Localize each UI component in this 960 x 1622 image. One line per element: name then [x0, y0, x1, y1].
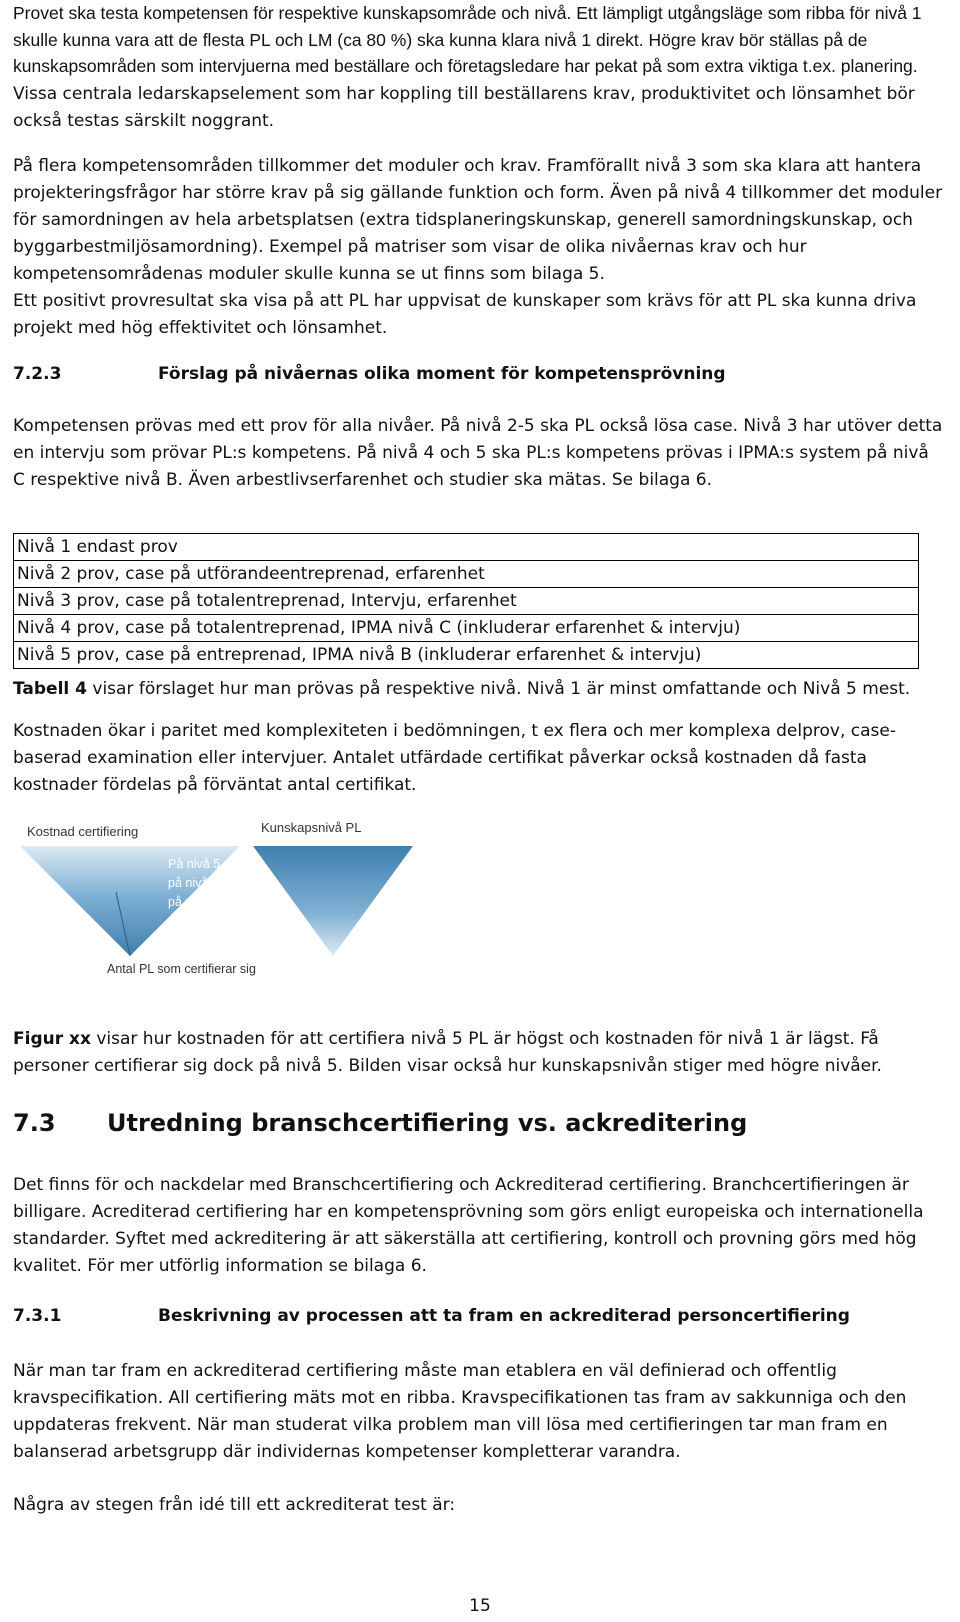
table-row — [14, 588, 919, 615]
modules-paragraph — [13, 153, 943, 342]
intro-text: Provet ska testa kompetensen för respektive kunskapsområde och nivå. Ett lämpligt utgångsläge som ribba för nivå 1 skulle kunna vara att de flesta PL och LM (ca 80 %) ska kunna klara nivå 1 direkt. Högre krav bör ställas på de kunskapsområden som intervjuerna med beställare och företagsledare har pekat på som extra viktiga t.ex. planering. — [13, 3, 922, 76]
figure-level-label: på nivå 3 — [168, 895, 219, 909]
result-text: Ett positivt provresultat ska visa på att PL har uppvisat de kunskaper som krävs för att PL ska kunna driva projekt med hög effektivitet och lönsamhet. — [13, 291, 917, 338]
table-cell: Nivå 4 prov, case på totalentreprenad, IPMA nivå C (inkluderar erfarenhet & intervju) — [14, 615, 919, 642]
section-73-paragraph — [13, 1172, 943, 1280]
figure-bottom-label: Antal PL som certifierar sig — [107, 962, 256, 976]
cost-knowledge-figure — [15, 820, 415, 1018]
figure-level-label: på nivå 4 — [168, 876, 219, 890]
figure-left-title: Kostnad certifiering — [27, 824, 139, 839]
section-731-paragraph — [13, 1358, 943, 1466]
figure-level-label: På nivå 5 — [168, 857, 221, 871]
figure-level-label: på nivå 1 — [168, 933, 219, 947]
tests-text: Kompetensen prövas med ett prov för alla nivåer. På nivå 2-5 ska PL också lösa case. Nivå 3 har utöver detta en intervju som prövar PL:s kompetens. På nivå 4 och 5 ska PL:s kompetens prövas i IPMA:s system på nivå C respektive nivå B. Även arbestlivserfarenhet och studier ska mätas. Se bilaga 6. — [13, 416, 943, 490]
cost-text: Kostnaden ökar i paritet med komplexiteten i bedömningen, t ex flera och mer komplexa delprov, case-baserad examination eller intervjuer. Antalet utfärdade certifikat påverkar också kostnaden då fasta kostnader fördelas på förväntat antal certifikat. — [13, 721, 897, 795]
table-row — [14, 642, 919, 669]
section-731-number: 7.3.1 — [13, 1306, 62, 1326]
table-row — [14, 534, 919, 561]
section-731-text: När man tar fram en ackrediterad certifiering måste man etablera en väl definierad och offentlig kravspecifikation. All certifiering mäts mot en ribba. Kravspecifikationen tas fram av sakkunniga och den uppdateras frekvent. När man studerat vilka problem man vill lösa med certifieringen tar man fram en balanserad arbetsgrupp där individernas kompetenser kompletterar varandra. — [13, 1361, 907, 1462]
knowledge-triangle-shape — [253, 846, 413, 956]
steps-text: Några av stegen från idé till ett ackrediterat test är: — [13, 1495, 456, 1515]
section-731-title: Beskrivning av processen att ta fram en ackrediterad personcertifiering — [158, 1306, 850, 1326]
section-722-number: 7.2.3 — [13, 364, 62, 384]
tests-paragraph — [13, 413, 943, 494]
figure-caption-label: Figur xx — [13, 1029, 91, 1049]
figure-caption — [13, 1026, 943, 1080]
table-row — [14, 561, 919, 588]
figure-level-label: på nivå 2 — [168, 914, 219, 928]
section-73-number: 7.3 — [13, 1109, 56, 1137]
section-73-text: Det finns för och nackdelar med Branschcertifiering och Ackrediterad certifiering. Branchcertifieringen är billigare. Acrediterad certifiering har en kompetensprövning som görs enligt europeiska och internationella standarder. Syftet med ackreditering är att säkerställa att certifiering, kontroll och provning görs med hög kvalitet. För mer utförlig information se bilaga 6. — [13, 1175, 924, 1276]
steps-paragraph — [13, 1492, 943, 1519]
table-row — [14, 615, 919, 642]
figure-right-title: Kunskapsnivå PL — [261, 820, 362, 835]
levels-table — [13, 533, 919, 669]
table-cell: Nivå 5 prov, case på entreprenad, IPMA nivå B (inkluderar erfarenhet & intervju) — [14, 642, 919, 669]
section-73-title: Utredning branschcertifiering vs. ackreditering — [107, 1109, 748, 1137]
table-caption — [13, 679, 910, 699]
figure-caption-text: visar hur kostnaden för att certifiera nivå 5 PL är högst och kostnaden för nivå 1 är lägst. Få personer certifierar sig dock på nivå 5. Bilden visar också hur kunskapsnivån stiger med högre nivåer. — [13, 1029, 882, 1076]
section-722-title: Förslag på nivåernas olika moment för kompetensprövning — [158, 364, 726, 384]
intro-text-cont: Vissa centrala ledarskapselement som har koppling till beställarens krav, produktivitet och lönsamhet bör också testas särskilt noggrant. — [13, 83, 915, 131]
table-caption-text: visar förslaget hur man prövas på respektive nivå. Nivå 1 är minst omfattande och Nivå 5 mest. — [86, 679, 911, 699]
cost-paragraph — [13, 718, 943, 799]
table-caption-label: Tabell 4 — [13, 679, 87, 699]
intro-paragraph — [13, 0, 943, 135]
table-cell: Nivå 2 prov, case på utförandeentreprenad, erfarenhet — [14, 561, 919, 588]
modules-text: På flera kompetensområden tillkommer det moduler och krav. Framförallt nivå 3 som ska klara att hantera projekteringsfrågor har större krav på sig gällande funktion och form. Även på nivå 4 tillkommer det moduler för samordningen av hela arbetsplatsen (extra tidsplaneringskunskap, generell samordningskunskap, och byggarbestmiljösamordning). Exempel på matriser som visar de olika nivåernas krav och hur kompetensområdenas moduler skulle kunna se ut finns som bilaga 5. — [13, 156, 943, 284]
table-cell: Nivå 3 prov, case på totalentreprenad, Intervju, erfarenhet — [14, 588, 919, 615]
table-cell: Nivå 1 endast prov — [14, 534, 919, 561]
page-number: 15 — [469, 1596, 491, 1616]
